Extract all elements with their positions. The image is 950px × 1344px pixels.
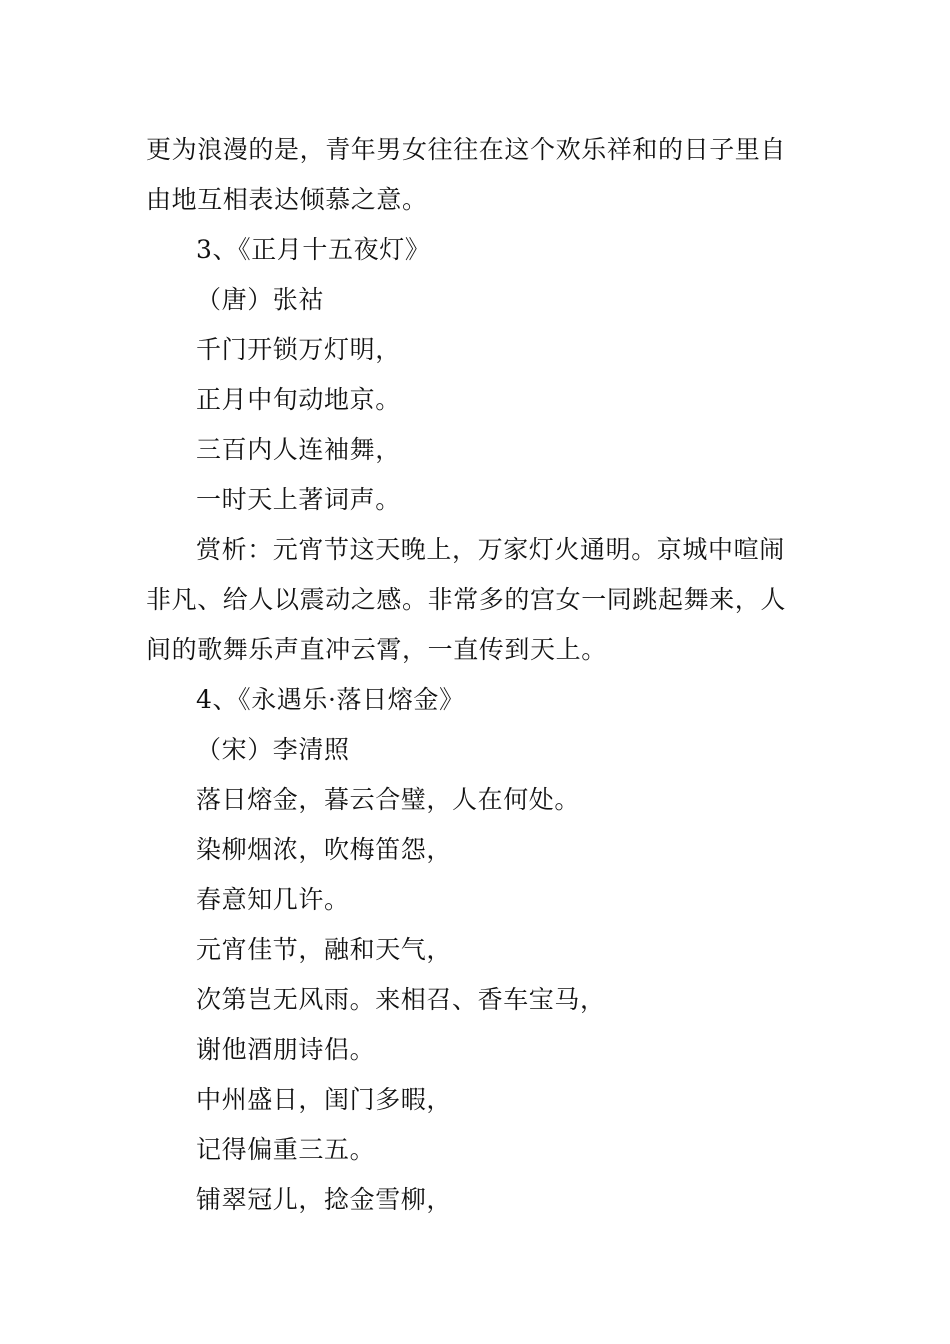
poem-line: 染柳烟浓，吹梅笛怨， bbox=[196, 835, 453, 864]
analysis-line: 赏析：元宵节这天晚上，万家灯火通明。京城中喧闹 bbox=[196, 535, 785, 564]
paragraph-line: 更为浪漫的是，青年男女往往在这个欢乐祥和的日子里自 bbox=[146, 135, 787, 164]
poem-author: （宋）李清照 bbox=[196, 735, 350, 764]
poem-line: 记得偏重三五。 bbox=[196, 1135, 376, 1164]
analysis-line: 间的歌舞乐声直冲云霄，一直传到天上。 bbox=[146, 635, 607, 664]
poem-line: 千门开锁万灯明， bbox=[196, 335, 401, 364]
poem-line: 一时天上著词声。 bbox=[196, 485, 401, 514]
poem-title: 3、《正月十五夜灯》 bbox=[196, 235, 431, 264]
poem-line: 正月中旬动地京。 bbox=[196, 385, 401, 414]
poem-line: 次第岂无风雨。来相召、香车宝马， bbox=[196, 985, 606, 1014]
poem-line: 谢他酒朋诗侣。 bbox=[196, 1035, 376, 1064]
poem-line: 中州盛日，闺门多暇， bbox=[196, 1085, 453, 1114]
poem-title: 4、《永遇乐·落日熔金》 bbox=[196, 685, 465, 714]
poem-line: 三百内人连袖舞， bbox=[196, 435, 401, 464]
poem-line: 春意知几许。 bbox=[196, 885, 350, 914]
poem-line: 落日熔金，暮云合璧，人在何处。 bbox=[196, 785, 581, 814]
poem-line: 元宵佳节，融和天气， bbox=[196, 935, 453, 964]
poem-author: （唐）张祜 bbox=[196, 285, 325, 314]
poem-line: 铺翠冠儿，捻金雪柳， bbox=[196, 1185, 453, 1214]
paragraph-line: 由地互相表达倾慕之意。 bbox=[146, 185, 428, 214]
analysis-line: 非凡、给人以震动之感。非常多的宫女一同跳起舞来，人 bbox=[146, 585, 787, 614]
